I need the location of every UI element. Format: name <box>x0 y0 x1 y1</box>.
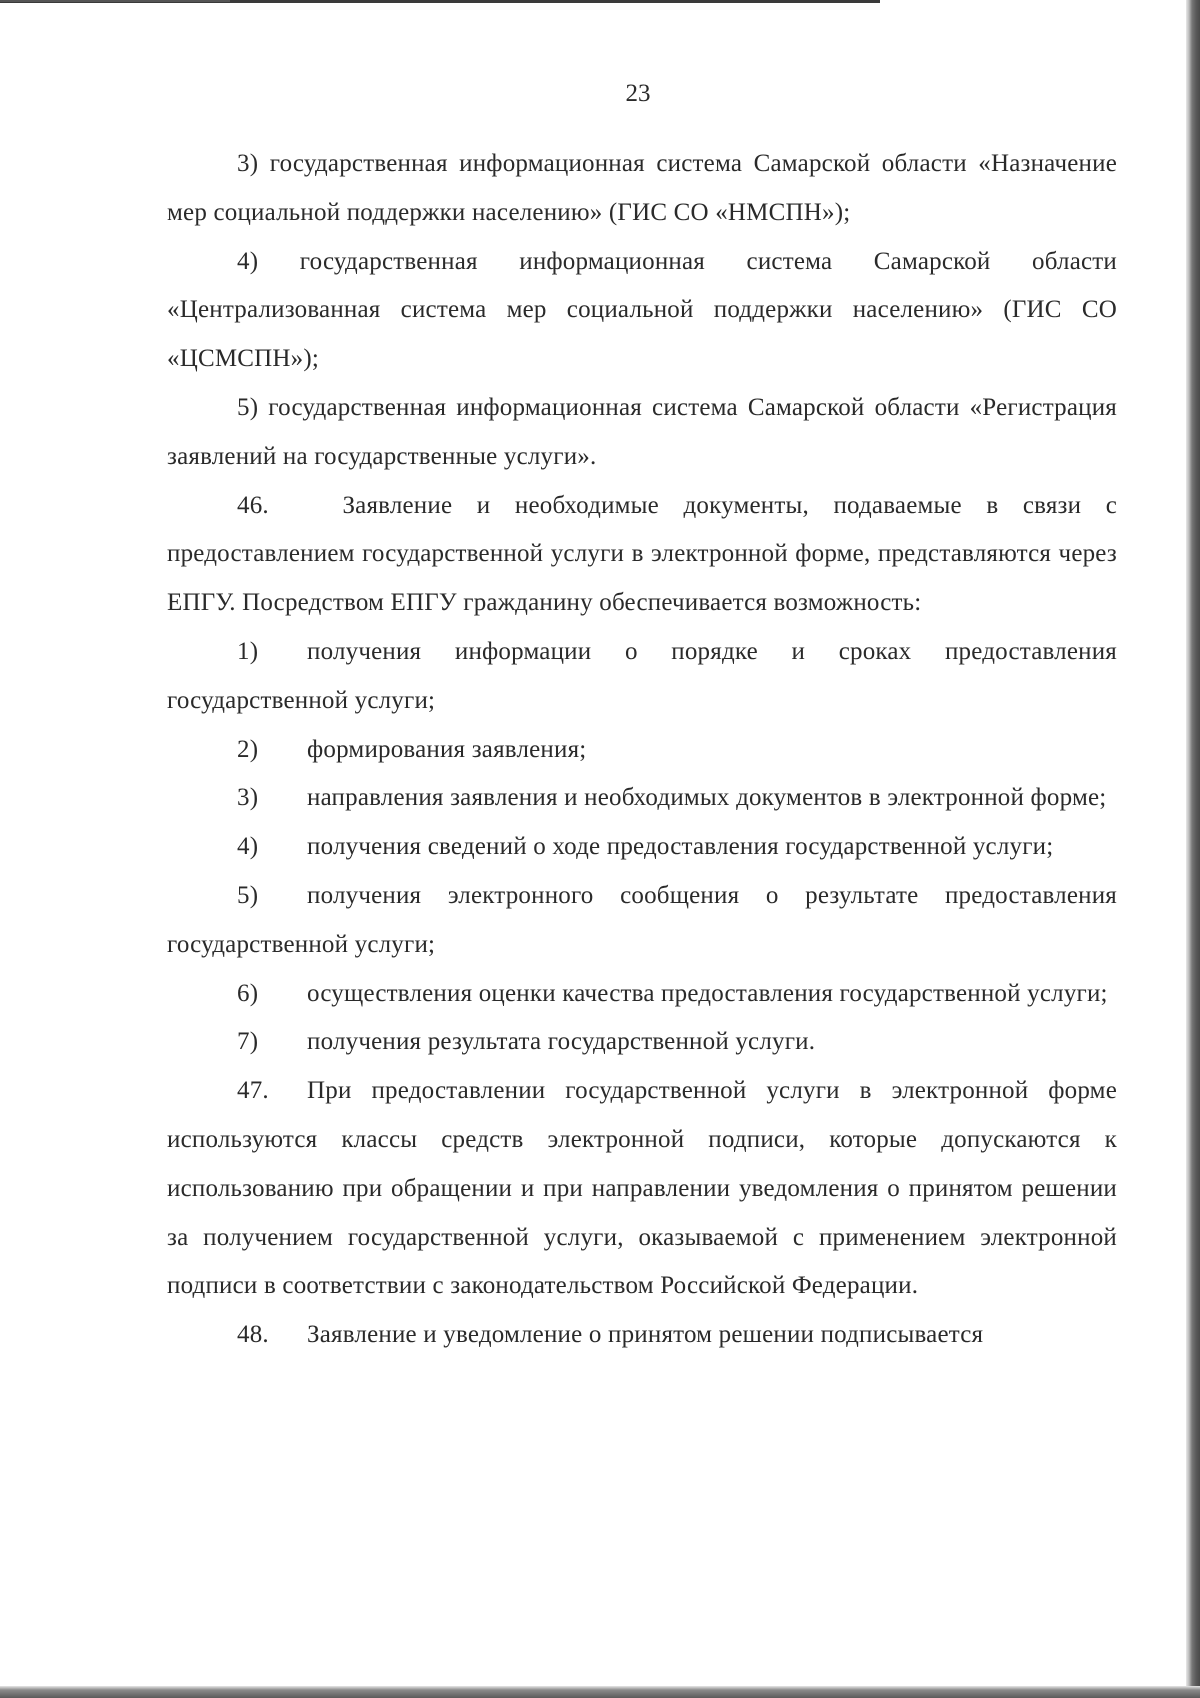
item-text: получения электронного сообщения о результате предоставления государственной услуги; <box>167 881 1117 958</box>
list-item-1 <box>167 628 1117 726</box>
item-number: 1) <box>237 637 259 665</box>
list-item-3 <box>167 774 1117 823</box>
clause-text: При предоставлении государственной услуги в электронной форме используются классы средств электронной подписи, которые допускаются к использованию при обращении и при направлении уведомления о принятом решении за получением государственной услуги, оказываемой с применением электронной подписи в соответствии с законодательством Российской Федерации. <box>167 1077 1117 1300</box>
item-number: 5) <box>237 881 259 909</box>
item-number: 4) <box>237 247 259 275</box>
list-item-6 <box>167 970 1117 1019</box>
clause-46 <box>167 482 1117 628</box>
clause-number: 46. <box>237 491 269 519</box>
list-item-7 <box>167 1018 1117 1067</box>
scan-edge-right <box>1186 0 1200 1698</box>
clause-48 <box>167 1311 1117 1360</box>
item-text: государственная информационная система Самарской области «Централизованная система мер социальной поддержки населению» (ГИС СО «ЦСМСПН»); <box>167 247 1117 373</box>
scan-edge-top-left <box>0 0 230 2</box>
document-body <box>167 140 1117 1360</box>
clause-number: 47. <box>237 1077 269 1105</box>
item-text: формирования заявления; <box>307 735 587 763</box>
page-number: 23 <box>625 80 651 107</box>
list-item-gis-csmspn <box>167 238 1117 384</box>
item-number: 2) <box>237 735 259 763</box>
list-item-gis-registration <box>167 384 1117 482</box>
clause-text: Заявление и необходимые документы, подаваемые в связи с предоставлением государственной услуги в электронной форме, представляются через ЕПГУ. Посредством ЕПГУ гражданину обеспечивается возможность: <box>167 491 1118 617</box>
scan-edge-bottom <box>0 1686 1200 1698</box>
list-item-5 <box>167 872 1117 970</box>
item-number: 5) <box>237 393 259 421</box>
clause-47 <box>167 1067 1117 1311</box>
clause-text: Заявление и уведомление о принятом решении подписывается <box>307 1321 984 1349</box>
item-text: государственная информационная система Самарской области «Регистрация заявлений на государственные услуги». <box>167 393 1117 470</box>
list-item-4 <box>167 823 1117 872</box>
item-text: направления заявления и необходимых документов в электронной форме; <box>307 784 1107 812</box>
item-number: 6) <box>237 979 259 1007</box>
item-number: 4) <box>237 833 259 861</box>
item-text: получения результата государственной услуги. <box>307 1028 816 1056</box>
list-item-2 <box>167 726 1117 775</box>
item-number: 7) <box>237 1028 259 1056</box>
item-number: 3) <box>237 150 259 177</box>
item-text: получения информации о порядке и сроках предоставления государственной услуги; <box>167 637 1117 714</box>
list-item-gis-nmspn <box>167 140 1117 238</box>
item-text: получения сведений о ходе предоставления государственной услуги; <box>307 833 1054 861</box>
clause-number: 48. <box>237 1321 269 1349</box>
item-text: государственная информационная система Самарской области «Назначение мер социальной поддержки населению» (ГИС СО «НМСПН»); <box>167 150 1117 226</box>
item-number: 3) <box>237 784 259 812</box>
item-text: осуществления оценки качества предоставления государственной услуги; <box>307 979 1108 1007</box>
